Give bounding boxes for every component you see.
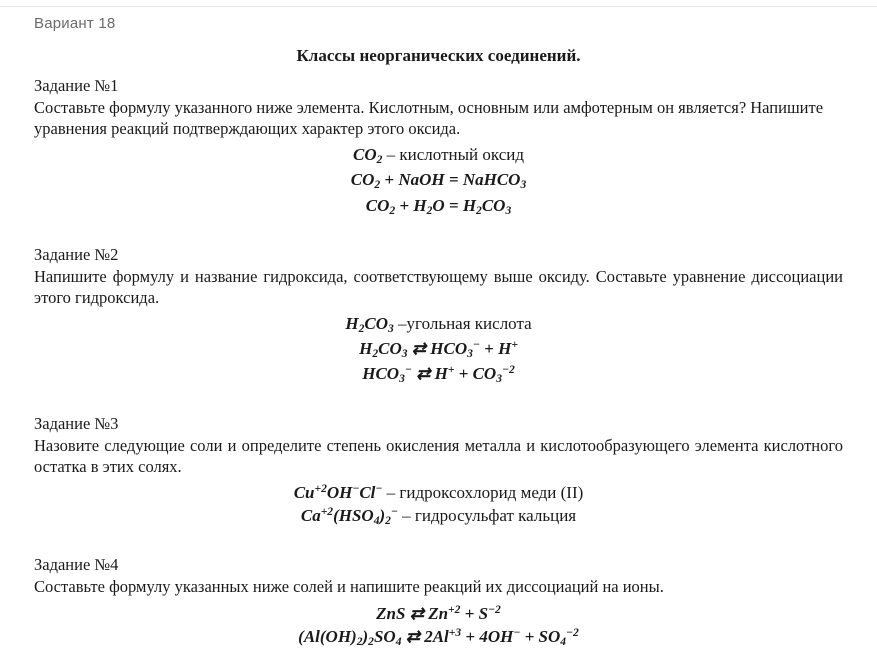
formula-line: $CO_2 + H_2O = H_2CO_3$ (365, 195, 512, 217)
task-block-4 (34, 555, 843, 650)
formula-line: $H_2CO_3$ ⇄ $HCO_3^- + H^+$ (359, 338, 518, 361)
formula-line: $HCO_3^-$ ⇄ $H^+ + CO_3^{-2}$ (362, 363, 515, 386)
task-heading-3: Задание №3 (34, 413, 119, 433)
task-heading-2: Задание №2 (34, 244, 119, 264)
task-block-2 (34, 245, 843, 388)
formula-line: $(Al(OH)_2)_2SO_4$ ⇄ $2Al^{+3} + 4OH^- + SO_4^{-2}$ (298, 626, 579, 649)
window-top-edge (0, 0, 877, 7)
page-title: Классы неорганических соединений. (296, 46, 581, 65)
variant-label: Вариант 18 (34, 15, 116, 32)
task-block-3 (34, 414, 843, 530)
formula-line: $Cu^{+2}OH^-Cl^-$ – гидроксохлорид меди (II) (293, 482, 584, 502)
document-body (34, 46, 843, 650)
task-block-1 (34, 76, 843, 219)
formula-block-3 (34, 481, 843, 530)
task-text-2: Напишите формулу и название гидроксида, соответствующему выше оксиду. Составьте уравнение диссоциации этого гидроксида. (34, 266, 843, 307)
formula-block-2 (34, 312, 843, 388)
task-text-3: Назовите следующие соли и определите степень окисления металла и кислотообразующего элемента кислотного остатка в этих солях. (34, 435, 843, 476)
task-text-1: Составьте формулу указанного ниже элемента. Кислотным, основным или амфотерным он является? Напишите уравнения реакций подтверждающих характер этого оксида. (34, 98, 824, 139)
formula-line: $CO_2$ – кислотный оксид (353, 145, 524, 167)
task-heading-4: Задание №4 (34, 555, 119, 575)
formula-line: $CO_2$ + NaOH = NaHCO$_3$ (350, 170, 527, 192)
formula-line: $H_2CO_3$ –угольная кислота (345, 314, 532, 336)
task-text-4: Составьте формулу указанных ниже солей и напишите реакций их диссоциаций на ионы. (34, 577, 664, 597)
formula-line: $Ca^{+2}(HSO_4)_2^-$ – гидросульфат кальция (300, 505, 577, 528)
formula-block-1 (34, 143, 843, 219)
task-heading-1: Задание №1 (34, 76, 119, 95)
formula-line: ZnS ⇄ $Zn^{+2} + S^{-2}$ (376, 602, 501, 623)
formula-block-4 (34, 602, 843, 650)
